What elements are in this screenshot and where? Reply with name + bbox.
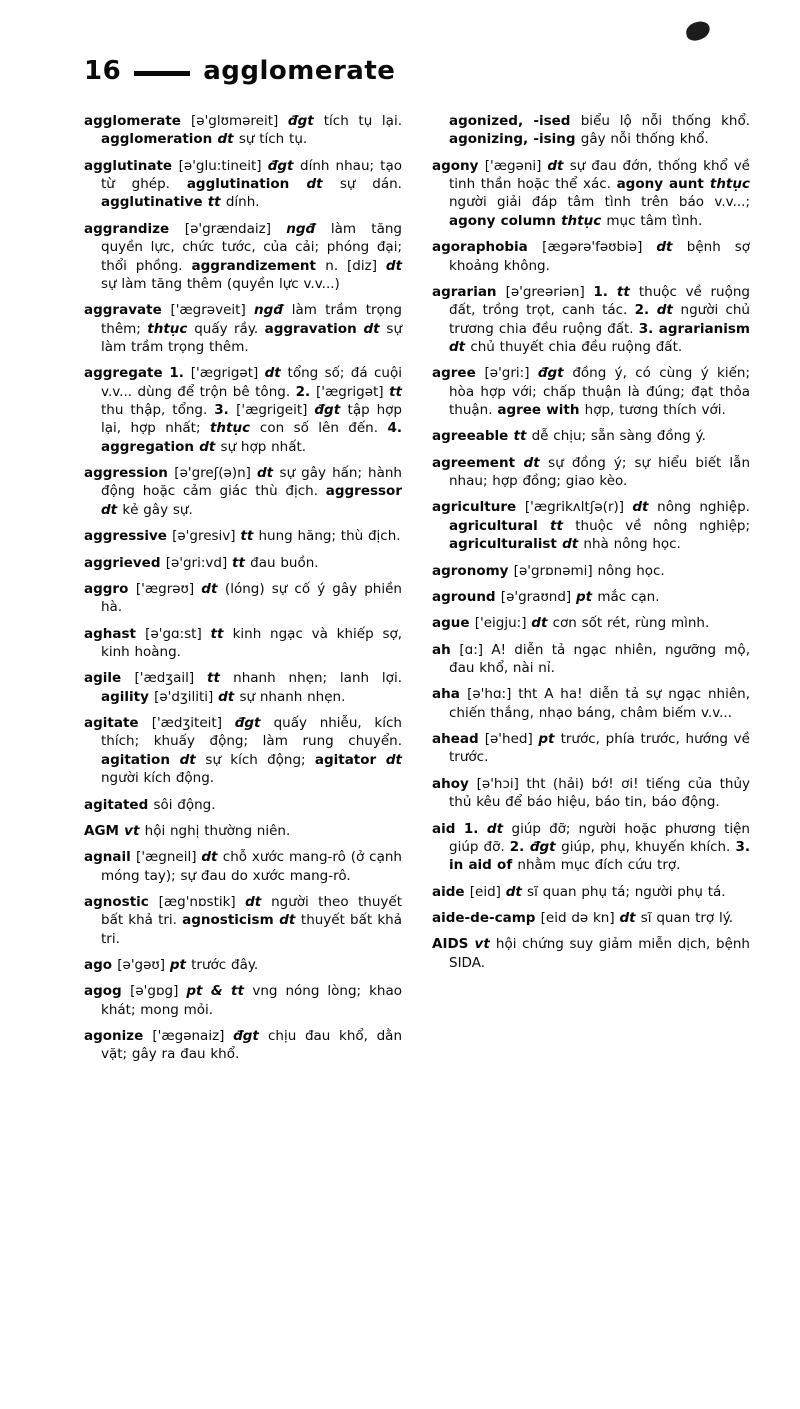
pos-tag: pt xyxy=(576,588,598,605)
entry-text: cơn sốt rét, rùng mình. xyxy=(552,615,710,632)
entry-text: [ə'grɒnəmi] nông học. xyxy=(513,562,665,579)
pos-tag: dt xyxy=(179,751,206,768)
dictionary-entry xyxy=(84,220,402,293)
pos-tag: dt xyxy=(656,302,681,319)
entry-term: agriculture xyxy=(432,499,525,516)
entry-text: dính nhau; tạo từ ghép. xyxy=(101,157,402,193)
dictionary-entry xyxy=(84,796,402,814)
pos-tag: dt xyxy=(449,338,471,355)
entry-text: [ə'hɔi] tht (hải) bớ! ơi! tiếng của thủy thủ kêu để báo hiệu, báo tin, báo động. xyxy=(449,775,750,811)
entry-term: agreement xyxy=(432,454,524,471)
dictionary-entry xyxy=(432,498,750,553)
dictionary-entry xyxy=(84,848,402,885)
pos-tag: tt xyxy=(240,528,259,545)
pos-tag: dt xyxy=(256,465,280,482)
entry-text: [ə'glu:tineit] xyxy=(178,157,268,174)
entry-term: 2. xyxy=(634,302,657,319)
dictionary-entry xyxy=(84,157,402,212)
entry-text: hung hăng; thù địch. xyxy=(258,528,401,545)
entry-term: aid 1. xyxy=(432,820,487,837)
entry-term: agreeable xyxy=(432,428,514,445)
pos-tag: pt & tt xyxy=(186,983,253,1000)
entry-term: agronomy xyxy=(432,562,514,579)
dictionary-entry xyxy=(432,935,750,972)
entry-text: giúp đỡ; người hoặc phương tiện giúp đỡ. xyxy=(449,820,750,855)
entry-term: 4. aggregation xyxy=(101,420,402,455)
pos-tag: đgt xyxy=(234,715,274,732)
pos-tag: dt xyxy=(523,454,549,471)
pos-tag: ngđ xyxy=(254,302,292,319)
entry-text: sự kích động; xyxy=(205,751,315,768)
pos-tag: vt xyxy=(124,822,145,839)
right-column xyxy=(432,112,750,1072)
pos-tag: tt xyxy=(389,383,402,400)
entry-text: giúp, phụ, khuyến khích. xyxy=(561,838,736,855)
entry-text: ['ædʒiteit] xyxy=(151,715,235,732)
dictionary-entry xyxy=(432,641,750,678)
dictionary-entry xyxy=(432,820,750,875)
entry-text: [ə'gresiv] xyxy=(172,528,241,545)
entry-term: ahead xyxy=(432,731,485,748)
entry-term: agnostic xyxy=(84,893,159,910)
entry-text: sự tích tụ. xyxy=(238,131,308,148)
entry-term: 2. xyxy=(509,838,530,855)
dictionary-entry xyxy=(84,822,402,840)
dictionary-entry xyxy=(84,893,402,948)
entry-text: người giải đáp tâm tình trên báo v.v...; xyxy=(449,194,750,211)
entry-text: [eid] xyxy=(469,883,506,900)
entry-text: ['ægəni] xyxy=(484,157,548,174)
pos-tag: tt xyxy=(232,554,251,571)
page-number: 16 xyxy=(84,56,122,86)
entry-text: [ɑ:] A! diễn tả ngạc nhiên, ngưỡng mộ, đau khổ, nài nỉ. xyxy=(449,641,750,676)
entry-term: agriculturalist xyxy=(449,536,563,553)
entry-term: agglutination xyxy=(186,176,307,193)
dictionary-entry xyxy=(432,157,750,230)
entry-text: ['ædʒail] xyxy=(134,670,207,687)
entry-text: ['ægənaiz] xyxy=(152,1028,234,1045)
pos-tag: tt xyxy=(550,517,576,534)
dictionary-columns xyxy=(84,112,750,1072)
dictionary-entry xyxy=(84,580,402,617)
entry-text: thuộc về nông nghiệp; xyxy=(575,517,750,534)
entry-text: kẻ gây sự. xyxy=(122,501,193,518)
pos-tag: dt xyxy=(201,580,225,597)
entry-term: agree with xyxy=(497,402,585,419)
entry-term: aggression xyxy=(84,465,175,482)
entry-text: đau buồn. xyxy=(250,554,319,571)
entry-text: quấy nhiễu, kích thích; khuấy động; làm rung chuyển. xyxy=(101,715,402,750)
dictionary-entry xyxy=(84,554,402,572)
dictionary-entry xyxy=(84,714,402,787)
entry-term: aggrieved xyxy=(84,554,166,571)
dictionary-entry xyxy=(432,883,750,901)
entry-text: người chủ trương chia đều ruộng đất. xyxy=(449,302,750,337)
dictionary-entry xyxy=(84,625,402,662)
entry-term: aggressor xyxy=(325,483,402,500)
entry-text: chỗ xước mang-rô (ở cạnh móng tay); sự đau do xước mang-rô. xyxy=(101,849,402,884)
dictionary-entry xyxy=(432,614,750,632)
entry-text: (lóng) sự cố ý gây phiền hà. xyxy=(101,580,402,616)
pos-tag: ngđ xyxy=(286,220,331,237)
entry-text: [ə'greəriən] xyxy=(505,283,594,300)
pos-tag: thtục xyxy=(709,176,750,193)
entry-text: [æg'nɒstik] xyxy=(158,893,246,910)
entry-term: agnosticism xyxy=(182,912,280,929)
entry-text: sự làm tăng thêm (quyền lực v.v...) xyxy=(101,275,340,292)
entry-term: agrarian xyxy=(432,283,506,300)
pos-tag: pt xyxy=(169,957,192,974)
scan-artifact xyxy=(684,20,711,43)
entry-text: nông nghiệp. xyxy=(657,499,750,516)
entry-text: thuyết bất khả tri. xyxy=(101,912,402,947)
pos-tag: dt xyxy=(306,176,340,193)
entry-text: hội nghị thường niên. xyxy=(144,822,291,839)
entry-text: bệnh sợ khoảng không. xyxy=(449,239,751,274)
pos-tag: dt xyxy=(656,239,687,256)
dictionary-entry xyxy=(432,364,750,419)
entry-text: dính. xyxy=(225,194,260,211)
dictionary-entry xyxy=(432,588,750,606)
entry-text: [ə'hed] xyxy=(484,731,539,748)
entry-term: agony aunt xyxy=(616,176,710,193)
dictionary-entry xyxy=(432,909,750,927)
entry-text: con số lên đến. xyxy=(259,420,388,437)
entry-term: aghast xyxy=(84,625,146,642)
entry-text: ['eigju:] xyxy=(474,615,532,632)
entry-text: sự nhanh nhẹn. xyxy=(239,688,346,705)
entry-text: [ə'gri:vd] xyxy=(165,554,233,571)
entry-term: agonize xyxy=(84,1028,153,1045)
entry-term: aggregate 1. xyxy=(84,365,191,382)
entry-text: mục tâm tình. xyxy=(606,212,703,229)
entry-text: n. [diz] xyxy=(325,257,386,274)
pos-tag: đgt xyxy=(267,157,300,174)
entry-text: đồng ý, có cùng ý kiến; hòa hợp với; chấp thuận là đúng; đạt thỏa thuận. xyxy=(449,365,751,419)
entry-text: ['ægrigət] xyxy=(316,383,390,400)
entry-text: [ə'gəʊ] xyxy=(117,957,170,974)
entry-term: aha xyxy=(432,686,468,703)
pos-tag: dt xyxy=(385,751,402,768)
dictionary-entry xyxy=(432,427,750,445)
entry-text: sự đau đớn, thống khổ về tinh thần hoặc thể xác. xyxy=(449,157,750,193)
pos-tag: dt xyxy=(505,883,528,900)
entry-term: aide-de-camp xyxy=(432,909,541,926)
entry-text: sôi động. xyxy=(153,796,216,813)
pos-tag: pt xyxy=(538,731,561,748)
entry-text: nhà nông học. xyxy=(583,536,681,553)
pos-tag: tt xyxy=(513,428,532,445)
entry-term: aggravate xyxy=(84,302,171,319)
entry-term: ague xyxy=(432,615,475,632)
entry-term: 1. xyxy=(593,283,617,300)
entry-text: người theo thuyết bất khả tri. xyxy=(101,893,403,929)
pos-tag: dt xyxy=(217,131,239,148)
entry-term: 3. in aid of xyxy=(449,838,750,874)
entry-term: aggrandize xyxy=(84,220,185,237)
entry-term: agglutinative xyxy=(101,194,208,211)
pos-tag: thtục xyxy=(209,420,260,437)
entry-text: [ə'dʒiliti] xyxy=(154,688,219,705)
entry-text: [ə'grændaiz] xyxy=(184,220,287,237)
entry-text: [ə'graʊnd] xyxy=(500,588,576,605)
dictionary-entry xyxy=(84,669,402,706)
pos-tag: vt xyxy=(474,936,496,953)
pos-tag: dt xyxy=(199,438,221,455)
entry-text: vng nóng lòng; khao khát; mong mỏi. xyxy=(101,983,402,1018)
entry-text: [ə'greʃ(ə)n] xyxy=(174,465,257,482)
dictionary-entry xyxy=(84,956,402,974)
entry-term: aggressive xyxy=(84,528,173,545)
entry-term: aggravation xyxy=(264,320,364,337)
entry-text: kinh ngạc và khiếp sợ, kinh hoàng. xyxy=(101,625,403,660)
entry-term: agree xyxy=(432,365,485,382)
entry-text: ['ægrigət] xyxy=(190,365,265,382)
pos-tag: tt xyxy=(206,670,234,687)
dictionary-entry xyxy=(432,283,750,356)
header-headword: agglomerate xyxy=(203,56,396,86)
entry-term: agility xyxy=(101,688,155,705)
entry-text: sự làm trầm trọng thêm. xyxy=(101,320,403,355)
entry-text: [ə'glʊməreit] xyxy=(191,113,288,129)
entry-text: [ə'gri:] xyxy=(484,365,538,382)
pos-tag: dt xyxy=(486,820,512,837)
entry-text: tập hợp lại, hợp nhất; xyxy=(101,402,403,437)
entry-text: biểu lộ nỗi thống khổ. xyxy=(580,113,750,129)
entry-term: ahoy xyxy=(432,775,477,792)
entry-term: aground xyxy=(432,588,501,605)
entry-term: agitation xyxy=(101,751,180,768)
entry-text: sự đồng ý; sự hiểu biết lẫn nhau; hợp đồng; giao kèo. xyxy=(449,454,750,490)
entry-term: agonized, -ised xyxy=(449,113,581,129)
entry-term: aide xyxy=(432,883,470,900)
entry-term: 3. xyxy=(214,402,237,419)
entry-text: [ægərə'fəʊbiə] xyxy=(542,239,657,256)
entry-text: người kích động. xyxy=(101,770,215,787)
entry-text: trước đây. xyxy=(191,957,259,974)
dictionary-entry xyxy=(84,301,402,356)
pos-tag: đgt xyxy=(233,1028,268,1045)
dictionary-entry xyxy=(432,775,750,812)
pos-tag: dt xyxy=(547,157,570,174)
entry-text: ['ægrəʊ] xyxy=(135,580,202,597)
entry-term: AGM xyxy=(84,822,125,839)
entry-term: agony xyxy=(432,157,485,174)
dictionary-entry xyxy=(432,685,750,722)
entry-text: [ə'hɑ:] tht A ha! diễn tả sự ngạc nhiên, chiến thắng, nhạo báng, châm biếm v.v... xyxy=(449,686,750,721)
entry-term: agglomerate xyxy=(84,113,191,129)
entry-text: [ə'gɑ:st] xyxy=(145,625,211,642)
entry-term: aggrandizement xyxy=(191,257,326,274)
dictionary-entry xyxy=(84,364,402,456)
pos-tag: đgt xyxy=(287,113,324,129)
dictionary-entry xyxy=(84,527,402,545)
pos-tag: đgt xyxy=(537,365,573,382)
entry-text: tích tụ lại. xyxy=(323,113,402,129)
entry-term: aggro xyxy=(84,580,136,597)
pos-tag: dt xyxy=(363,320,387,337)
entry-text: nhằm mục đích cứu trợ. xyxy=(517,857,681,874)
pos-tag: dt xyxy=(531,615,553,632)
entry-term: agitated xyxy=(84,796,154,813)
pos-tag: tt xyxy=(207,194,226,211)
entry-text: gây nỗi thống khổ. xyxy=(580,131,709,148)
entry-term: ago xyxy=(84,957,118,974)
dictionary-entry xyxy=(84,112,402,149)
entry-text: ['ægrəveit] xyxy=(170,302,255,319)
entry-text: quấy rầy. xyxy=(194,320,265,337)
pos-tag: đgt xyxy=(314,402,348,419)
entry-term: agglomeration xyxy=(101,131,218,148)
left-column xyxy=(84,112,402,1072)
entry-term: agitate xyxy=(84,715,152,732)
pos-tag: thtục xyxy=(147,320,195,337)
entry-term: agile xyxy=(84,670,135,687)
entry-term: agonizing, -ising xyxy=(449,131,581,148)
entry-term: agnail xyxy=(84,849,137,866)
entry-text: ['ægrikʌltʃə(r)] xyxy=(524,499,633,516)
entry-text: nhanh nhẹn; lanh lợi. xyxy=(233,670,402,687)
entry-text: sĩ quan phụ tá; người phụ tá. xyxy=(527,883,726,900)
entry-text: thuộc về ruộng đất, trồng trọt, canh tác. xyxy=(449,283,750,319)
entry-text: thu thập, tổng. xyxy=(101,402,215,419)
entry-term: agglutinate xyxy=(84,157,179,174)
entry-term: agony column xyxy=(449,212,562,229)
entry-text: mắc cạn. xyxy=(597,588,660,605)
entry-text: sự dán. xyxy=(339,176,402,193)
entry-text: sự hợp nhất. xyxy=(220,438,307,455)
entry-text: làm tăng quyền lực, chức tước, của cải; phóng đại; thổi phồng. xyxy=(101,220,402,274)
entry-text: tổng số; đá cuội v.v... dùng để trộn bê tông. xyxy=(101,365,402,400)
pos-tag: tt xyxy=(210,625,233,642)
pos-tag: dt xyxy=(245,893,272,910)
entry-text: làm trầm trọng thêm; xyxy=(101,302,402,337)
entry-term: 3. agrarianism xyxy=(638,320,751,337)
pos-tag: đgt xyxy=(529,838,562,855)
entry-text: chịu đau khổ, dằn vặt; gây ra đau khổ. xyxy=(101,1028,403,1063)
page-header xyxy=(84,56,750,86)
entry-text: sự gây hấn; hành động hoặc cảm giác thù địch. xyxy=(101,465,402,500)
entry-text: trước, phía trước, hướng về trước. xyxy=(449,731,750,766)
pos-tag: dt xyxy=(619,909,641,926)
entry-text: hợp, tương thích với. xyxy=(584,402,726,419)
entry-text: ['ægneil] xyxy=(136,849,202,866)
pos-tag: dt xyxy=(562,536,584,553)
entry-term: agoraphobia xyxy=(432,239,543,256)
dictionary-entry xyxy=(432,112,750,149)
entry-text: dễ chịu; sẵn sàng đồng ý. xyxy=(531,428,706,445)
dictionary-entry xyxy=(432,562,750,580)
pos-tag: dt xyxy=(264,365,288,382)
entry-text: chủ thuyết chia đều ruộng đất. xyxy=(470,338,683,355)
dictionary-entry xyxy=(432,730,750,767)
dictionary-entry xyxy=(432,454,750,491)
entry-term: agricultural xyxy=(449,517,551,534)
entry-term: AIDS xyxy=(432,936,475,953)
entry-text: sĩ quan trợ lý. xyxy=(640,909,734,926)
pos-tag: dt xyxy=(632,499,658,516)
pos-tag: dt xyxy=(385,257,403,274)
pos-tag: dt xyxy=(101,501,123,518)
pos-tag: dt xyxy=(201,849,223,866)
entry-term: 2. xyxy=(295,383,317,400)
entry-term: agog xyxy=(84,983,131,1000)
pos-tag: tt xyxy=(616,283,639,300)
dictionary-entry xyxy=(84,982,402,1019)
dictionary-entry xyxy=(84,464,402,519)
header-rule xyxy=(134,71,190,76)
pos-tag: dt xyxy=(218,688,240,705)
dictionary-entry xyxy=(84,1027,402,1064)
entry-text: [ə'gɒg] xyxy=(130,983,187,1000)
entry-text: hội chứng suy giảm miễn dịch, bệnh SIDA. xyxy=(449,936,750,971)
pos-tag: dt xyxy=(279,912,301,929)
entry-text: [eid də kn] xyxy=(540,909,620,926)
pos-tag: thtục xyxy=(561,212,607,229)
dictionary-entry xyxy=(432,238,750,275)
entry-text: ['ægrigeit] xyxy=(236,402,315,419)
entry-term: agitator xyxy=(314,751,386,768)
entry-term: ah xyxy=(432,641,460,658)
